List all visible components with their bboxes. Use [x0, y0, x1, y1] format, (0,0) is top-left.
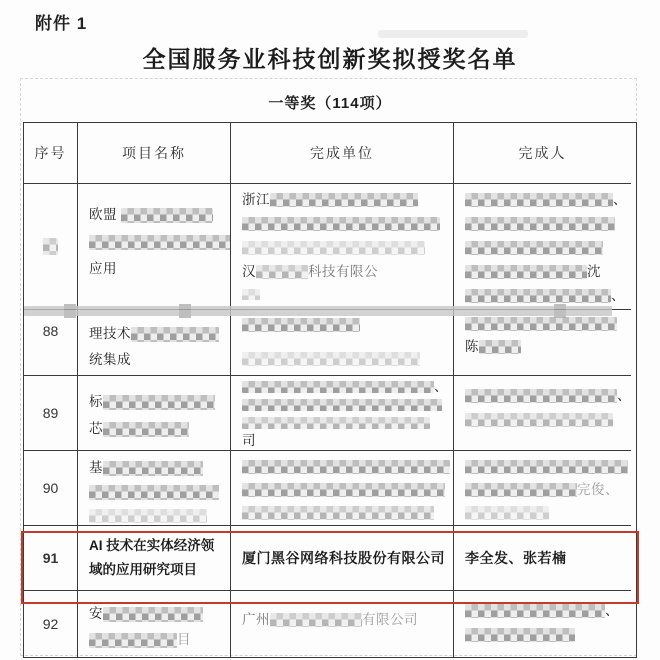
project-cell: 欧盟 应用 [78, 184, 231, 310]
unit-cell: 广州 有限公司 [231, 591, 454, 657]
table-row-90 [24, 451, 636, 526]
column-header-project: 项目名称 [78, 123, 231, 184]
column-header-unit: 完成单位 [231, 123, 454, 184]
censor-band [24, 306, 612, 316]
project-cell: 安 目 [78, 591, 231, 657]
project-cell-91: AI 技术在实体经济领 域的应用研究项目 [78, 526, 231, 591]
project-cell: 标 芯 [78, 376, 231, 451]
unit-cell-91: 厦门黑谷网络科技股份有限公司 [231, 526, 454, 591]
table-row-91-highlighted [24, 526, 636, 591]
attachment-label: 附件 1 [35, 14, 88, 33]
table-row-88 [24, 310, 636, 376]
project-cell: 基 [78, 451, 231, 526]
person-cell: 、 [454, 591, 631, 657]
person-cell: 陈 [454, 310, 631, 376]
unit-cell [231, 310, 454, 376]
column-header-person: 完成人 [454, 123, 631, 184]
seq-cell-89: 89 [24, 376, 78, 451]
seq-cell-92: 92 [24, 591, 78, 657]
award-table [23, 122, 637, 658]
table-row-redacted-1 [24, 184, 636, 310]
person-cell: 完俊、 [454, 451, 631, 526]
column-header-seq: 序号 [24, 123, 78, 184]
unit-cell: 、 司 [231, 376, 454, 451]
section-header: 一等奖（114项） [268, 95, 392, 112]
seq-cell-90: 90 [24, 451, 78, 526]
seq-cell-88: 88 [24, 310, 78, 376]
project-cell: 理技术 统集成 [78, 310, 231, 376]
person-cell: 、 沈 、 [454, 184, 631, 310]
unit-cell: 浙江 汉 科技有限公 [231, 184, 454, 310]
scan-smudge [378, 30, 528, 38]
table-row-92 [24, 591, 636, 657]
unit-cell [231, 451, 454, 526]
person-cell-91: 李全发、张若楠 [454, 526, 631, 591]
table-header-row [24, 123, 636, 184]
table-row-89 [24, 376, 636, 451]
person-cell: 、 [454, 376, 631, 451]
page-title: 全国服务业科技创新奖拟授奖名单 [142, 46, 518, 72]
seq-cell-redacted [24, 184, 78, 310]
seq-cell-91: 91 [24, 526, 78, 591]
